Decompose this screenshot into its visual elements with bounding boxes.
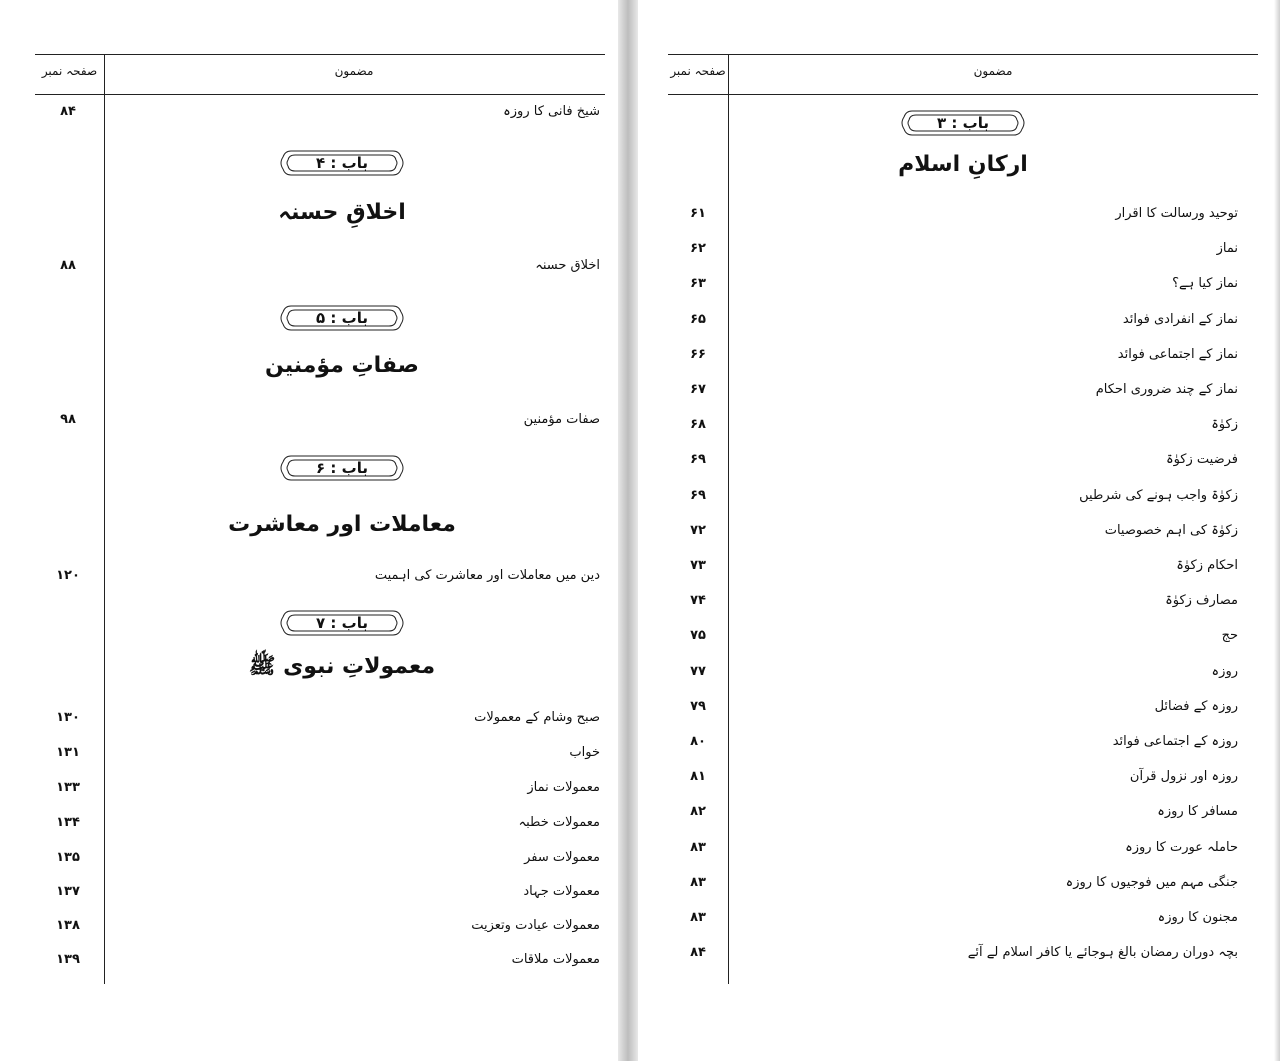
toc-entry-title: روزہ xyxy=(1211,664,1238,679)
toc-entry-title: روزہ اور نزول قرآن xyxy=(1129,769,1238,784)
right-page xyxy=(638,0,1280,1061)
toc-entry-page: ۸۴ xyxy=(690,945,706,960)
chapter-label: باب : ۳ xyxy=(937,114,989,132)
toc-entry-title: توحید ورسالت کا اقرار xyxy=(1115,206,1238,221)
toc-entry-page: ۸۳ xyxy=(690,875,706,890)
toc-entry-title: دین میں معاملات اور معاشرت کی اہمیت xyxy=(374,568,600,583)
chapter-banner xyxy=(277,148,407,178)
toc-entry-page: ۶۵ xyxy=(690,312,706,327)
toc-entry-title: خواب xyxy=(569,745,600,760)
toc-entry-title: فرضیت زکوٰۃ xyxy=(1165,452,1238,467)
toc-entry-page: ۶۹ xyxy=(690,452,706,467)
toc-entry-title: نماز کے انفرادی فوائد xyxy=(1122,312,1238,327)
toc-entry-title: نماز کیا ہے؟ xyxy=(1172,276,1238,291)
toc-entry-title: معمولات خطبہ xyxy=(518,815,600,830)
toc-entry-title: زکوٰۃ کی اہم خصوصیات xyxy=(1104,523,1238,538)
toc-entry-title: نماز کے اجتماعی فوائد xyxy=(1117,347,1238,362)
toc-entry-page: ۹۸ xyxy=(60,412,76,427)
toc-entry-page: ۶۶ xyxy=(690,347,706,362)
toc-entry-page: ۷۴ xyxy=(690,593,706,608)
column-divider xyxy=(728,54,729,984)
toc-entry-title: جنگی مہم میں فوجیوں کا روزہ xyxy=(1065,875,1238,890)
chapter-label: باب : ۴ xyxy=(316,154,368,172)
toc-entry-title: احکام زکوٰۃ xyxy=(1176,558,1238,573)
header-bottom-rule xyxy=(35,94,605,95)
toc-entry-page: ۱۳۱ xyxy=(56,745,80,760)
toc-entry-title: مصارف زکوٰۃ xyxy=(1165,593,1238,608)
toc-entry-title: معمولات نماز xyxy=(527,780,600,795)
toc-entry-page: ۶۷ xyxy=(690,382,706,397)
chapter-title: صفاتِ مؤمنین xyxy=(265,353,419,378)
toc-entry-page: ۱۳۵ xyxy=(56,850,80,865)
toc-entry-page: ۸۳ xyxy=(690,910,706,925)
chapter-banner xyxy=(277,608,407,638)
toc-entry-title: حاملہ عورت کا روزہ xyxy=(1125,840,1238,855)
header-bottom-rule xyxy=(668,94,1258,95)
subject-header: مضمون xyxy=(334,64,374,78)
toc-entry-page: ۱۳۸ xyxy=(56,918,80,933)
toc-entry-page: ۷۹ xyxy=(690,699,706,714)
toc-entry-page: ۶۳ xyxy=(690,276,706,291)
chapter-banner xyxy=(277,453,407,483)
toc-entry-title: معمولات عیادت وتعزیت xyxy=(471,918,600,933)
toc-entry-page: ۸۳ xyxy=(690,840,706,855)
toc-entry-title: مجنون کا روزہ xyxy=(1157,910,1238,925)
chapter-label: باب : ۶ xyxy=(316,459,368,477)
chapter-banner xyxy=(898,108,1028,138)
left-page xyxy=(0,0,618,1061)
chapter-title: اخلاقِ حسنہ xyxy=(278,200,406,225)
toc-entry-page: ۱۳۴ xyxy=(56,815,80,830)
toc-entry-page: ۸۰ xyxy=(690,734,706,749)
chapter-banner xyxy=(277,303,407,333)
toc-entry-title: روزہ کے اجتماعی فوائد xyxy=(1112,734,1238,749)
chapter-label: باب : ۷ xyxy=(316,614,368,632)
toc-entry-page: ۷۳ xyxy=(690,558,706,573)
toc-entry-page: ۱۳۷ xyxy=(56,884,80,899)
page-number-header: صفحہ نمبر xyxy=(670,64,726,78)
chapter-title: معاملات اور معاشرت xyxy=(228,512,456,537)
toc-entry-page: ۷۲ xyxy=(690,523,706,538)
toc-entry-title: مسافر کا روزہ xyxy=(1157,804,1238,819)
toc-entry-page: ۶۲ xyxy=(690,241,706,256)
toc-entry-title: نماز کے چند ضروری احکام xyxy=(1095,382,1238,397)
toc-entry-title: معمولات سفر xyxy=(524,850,600,865)
toc-entry-title: زکوٰۃ xyxy=(1211,417,1238,432)
toc-entry-title: زکوٰۃ واجب ہونے کی شرطیں xyxy=(1079,488,1238,503)
toc-entry-page: ۱۳۹ xyxy=(56,952,80,967)
page-number-header: صفحہ نمبر xyxy=(41,64,98,78)
toc-entry-title: صبح وشام کے معمولات xyxy=(474,710,600,725)
toc-entry-page: ۶۸ xyxy=(690,417,706,432)
chapter-label: باب : ۵ xyxy=(316,309,368,327)
toc-entry-page: ۸۱ xyxy=(690,769,706,784)
toc-entry-page: ۷۷ xyxy=(690,664,706,679)
toc-entry-title: معمولات جہاد xyxy=(523,884,600,899)
toc-entry-title: حج xyxy=(1221,628,1238,643)
column-divider xyxy=(104,54,105,984)
toc-entry-page: ۷۵ xyxy=(690,628,706,643)
toc-entry-title: معمولات ملاقات xyxy=(511,952,600,967)
toc-entry-title: صفات مؤمنین xyxy=(523,412,600,427)
header-top-rule xyxy=(668,54,1258,55)
toc-entry-page: ۸۴ xyxy=(60,104,76,119)
toc-entry-page: ۱۳۰ xyxy=(56,710,80,725)
subject-header: مضمون xyxy=(973,64,1013,78)
toc-entry-title: شیخ فانی کا روزہ xyxy=(503,104,600,119)
toc-entry-page: ۱۳۳ xyxy=(56,780,80,795)
toc-entry-title: اخلاق حسنہ xyxy=(535,258,600,273)
header-top-rule xyxy=(35,54,605,55)
toc-entry-page: ۸۸ xyxy=(60,258,76,273)
toc-entry-title: نماز xyxy=(1216,241,1238,256)
chapter-title: ارکانِ اسلام xyxy=(898,152,1028,177)
toc-entry-page: ۶۱ xyxy=(690,206,706,221)
toc-entry-page: ۸۲ xyxy=(690,804,706,819)
toc-entry-title: بچہ دوران رمضان بالغ ہوجائے یا کافر اسلام لے آئے xyxy=(967,945,1238,960)
toc-entry-page: ۱۲۰ xyxy=(56,568,80,583)
chapter-title: معمولاتِ نبوی ﷺ xyxy=(248,654,436,679)
toc-entry-page: ۶۹ xyxy=(690,488,706,503)
toc-entry-title: روزہ کے فضائل xyxy=(1154,699,1238,714)
book-gutter xyxy=(618,0,638,1061)
